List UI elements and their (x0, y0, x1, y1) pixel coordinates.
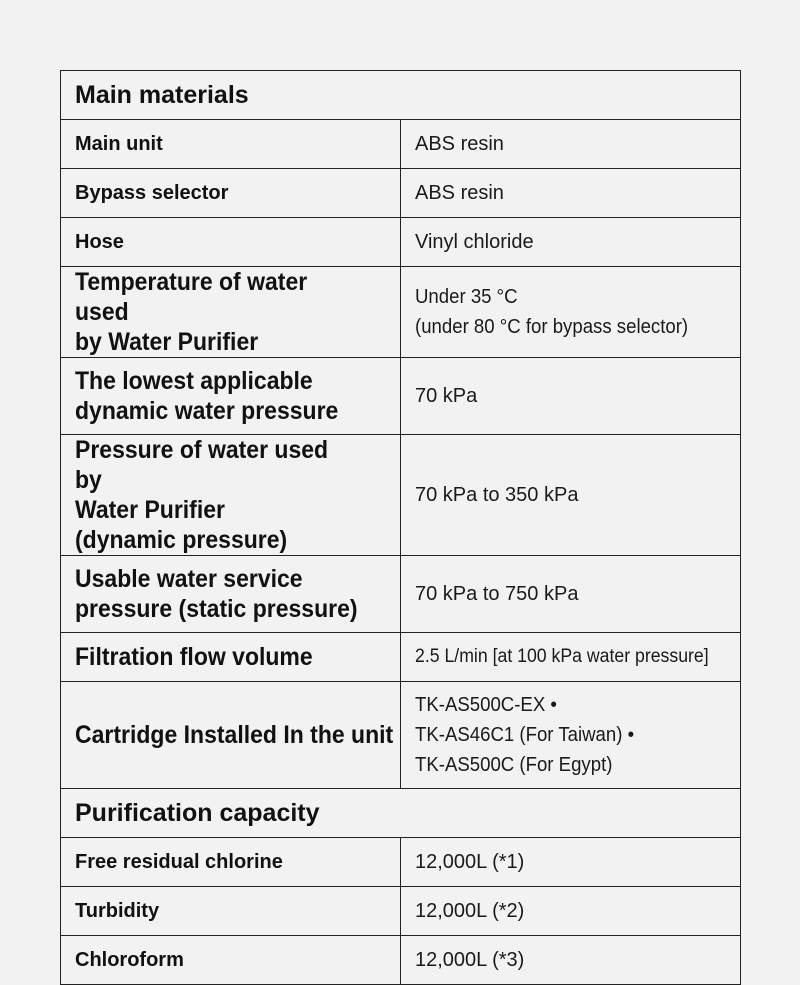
spec-value-text: 2.5 L/min [at 100 kPa water pressure] (415, 646, 709, 667)
section-row-purification-capacity (61, 789, 741, 838)
spec-label: Main unit (61, 120, 401, 169)
spec-label-text: Filtration flow volume (75, 643, 313, 671)
spec-value: 12,000L (*2) (401, 887, 741, 936)
spec-value (401, 267, 741, 358)
table-row-dynamic-pressure (61, 435, 741, 556)
spec-value-text: TK-AS500C-EX • TK-AS46C1 (For Taiwan) • TK-AS500C (For Egypt) (415, 694, 635, 776)
section-title-purification-capacity: Purification capacity (61, 789, 741, 838)
spec-label-text: The lowest applicable dynamic water pressure (75, 367, 339, 425)
spec-label: Turbidity (61, 887, 401, 936)
table-row-free-residual-chlorine (61, 838, 741, 887)
spec-value: ABS resin (401, 120, 741, 169)
spec-value: 12,000L (*1) (401, 838, 741, 887)
section-row-main-materials (61, 71, 741, 120)
spec-value: ABS resin (401, 169, 741, 218)
spec-label-text: Cartridge Installed In the unit (75, 721, 394, 749)
table-row-bypass-selector (61, 169, 741, 218)
table-row-turbidity (61, 887, 741, 936)
spec-value-text: Under 35 °C (under 80 °C for bypass selector) (415, 286, 689, 338)
specifications-table (60, 70, 741, 985)
table-row-main-unit (61, 120, 741, 169)
table-row-chloroform (61, 936, 741, 985)
spec-value: Vinyl chloride (401, 218, 741, 267)
spec-label: Hose (61, 218, 401, 267)
spec-label: Bypass selector (61, 169, 401, 218)
table-row-static-pressure (61, 556, 741, 633)
spec-label (61, 556, 401, 633)
spec-label-text: Pressure of water used by Water Purifier (dynamic pressure) (75, 436, 329, 554)
spec-value: 70 kPa (401, 358, 741, 435)
spec-label: Free residual chlorine (61, 838, 401, 887)
table-row-lowest-dynamic-pressure (61, 358, 741, 435)
table-row-cartridge (61, 682, 741, 789)
spec-label-text: Usable water service pressure (static pressure) (75, 565, 358, 623)
spec-label (61, 267, 401, 358)
spec-value: 12,000L (*3) (401, 936, 741, 985)
spec-value (401, 633, 741, 682)
spec-label (61, 358, 401, 435)
table-row-water-temperature (61, 267, 741, 358)
spec-label (61, 435, 401, 556)
table-row-hose (61, 218, 741, 267)
spec-label (61, 633, 401, 682)
spec-value (401, 682, 741, 789)
spec-label (61, 682, 401, 789)
table-row-filtration-flow (61, 633, 741, 682)
spec-label: Chloroform (61, 936, 401, 985)
spec-value: 70 kPa to 750 kPa (401, 556, 741, 633)
section-title-main-materials: Main materials (61, 71, 741, 120)
spec-label-text: Temperature of water used by Water Purifier (75, 268, 308, 356)
spec-value: 70 kPa to 350 kPa (401, 435, 741, 556)
